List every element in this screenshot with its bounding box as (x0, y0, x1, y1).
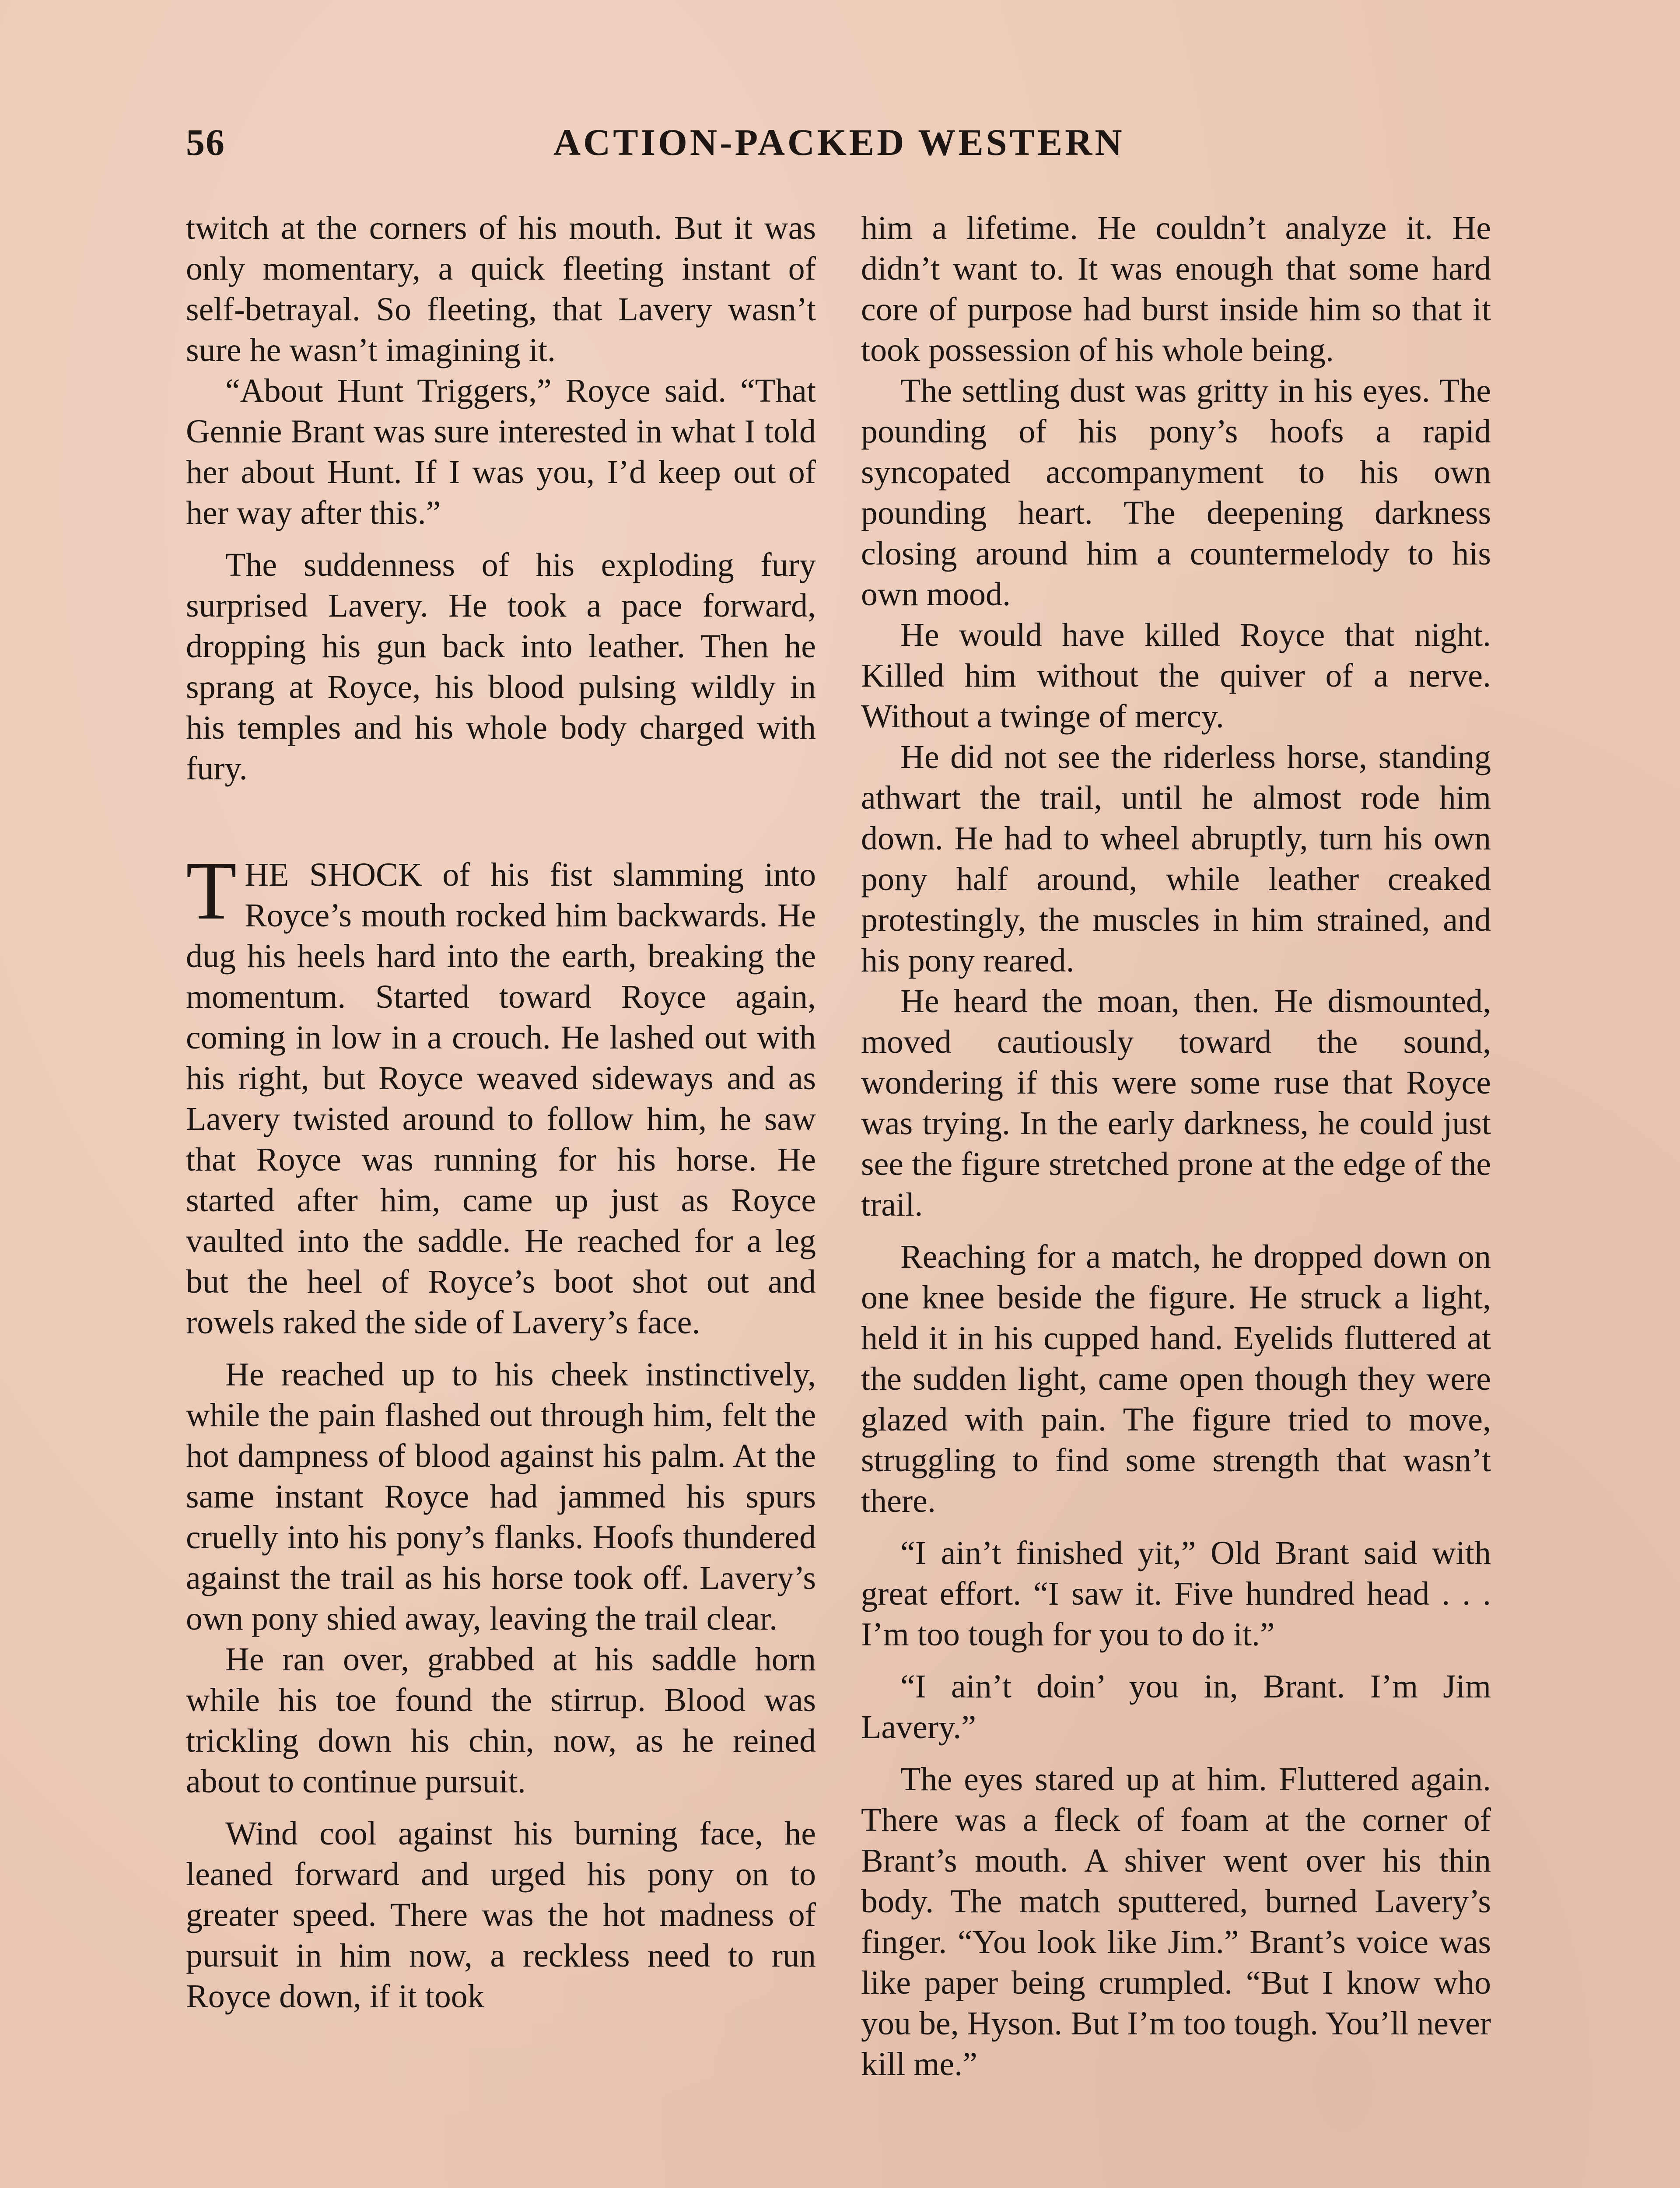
magazine-title: ACTION-PACKED WESTERN (553, 121, 1125, 163)
paragraph: He heard the moan, then. He dismounted, moved cautiously toward the sound, wondering if this were some ruse that Royce was trying. In the early darkness, he could just see the figure stretched prone at the edge of the trail. (861, 983, 1491, 1223)
paragraph: He reached up to his cheek instinctively, while the pain flashed out through him, felt the hot dampness of blood against his palm. At the same instant Royce had jammed his spurs cruelly into his pony’s flanks. Hoofs thundered against the trail as his horse took off. Lavery’s own pony shied away, leaving the trail clear. (186, 1356, 816, 1637)
page-number: 56 (186, 121, 225, 163)
paragraph: The eyes stared up at him. Fluttered again. There was a fleck of foam at the corner of Brant’s mouth. A shiver went over his thin body. The match sputtered, burned Lavery’s finger. “You look like Jim.” Brant’s voice was like paper being crumpled. “But I know who you be, Hyson. But I’m too tough. You’ll never kill me.” (861, 1761, 1491, 2083)
paragraph: Reaching for a match, he dropped down on one knee beside the figure. He struck a light, held it in his cupped hand. Eyelids fluttered at the sudden light, came open though they were glazed with pain. The figure tried to move, struggling to find some strength that wasn’t there. (861, 1238, 1491, 1519)
paragraph: The suddenness of his exploding fury surprised Lavery. He took a pace forward, dropping his gun back into leather. Then he sprang at Royce, his blood pulsing wildly in his temples and his whole body charged with fury. (186, 547, 816, 787)
paragraph: Wind cool against his burning face, he leaned forward and urged his pony on to greater speed. There was the hot madness of pursuit in him now, a reckless need to run Royce down, if it took (186, 1815, 816, 2015)
right-column (861, 208, 1491, 2085)
paragraph: “I ain’t finished yit,” Old Brant said with great effort. “I saw it. Five hundred head . . . I’m too tough for you to do it.” (861, 1535, 1491, 1653)
paragraph-text: HE SHOCK of his fist slamming into Royce’s mouth rocked him backwards. He dug his heels hard into the earth, breaking the momentum. Started toward Royce again, coming in low in a crouch. He lashed out with his right, but Royce weaved sideways and as Lavery twisted around to follow him, he saw that Royce was running for his horse. He started after him, came up just as Royce vaulted into the saddle. He reached for a leg but the heel of Royce’s boot shot out and rowels raked the side of Lavery’s face. (186, 856, 816, 1341)
section-opening-paragraph (186, 845, 816, 1343)
paragraph: He ran over, grabbed at his saddle horn while his toe found the stirrup. Blood was trickling down his chin, now, as he reined about to continue pursuit. (186, 1641, 816, 1800)
running-head (186, 120, 1498, 168)
paragraph: twitch at the corners of his mouth. But it was only momentary, a quick fleeting instant of self-betrayal. So fleeting, that Lavery wasn’t sure he wasn’t imagining it. (186, 210, 816, 368)
drop-cap: T (186, 845, 237, 937)
paragraph: The settling dust was gritty in his eyes. The pounding of his pony’s hoofs a rapid syncopated accompanyment to his own pounding heart. The deepening darkness closing around him a countermelody to his own mood. (861, 372, 1491, 613)
paragraph: “I ain’t doin’ you in, Brant. I’m Jim Lavery.” (861, 1668, 1491, 1746)
left-column (186, 208, 816, 2017)
paragraph: him a lifetime. He couldn’t analyze it. He didn’t want to. It was enough that some hard core of purpose had burst inside him so that it took possession of his whole being. (861, 210, 1491, 368)
paragraph: “About Hunt Triggers,” Royce said. “That Gennie Brant was sure interested in what I told her about Hunt. If I was you, I’d keep out of her way after this.” (186, 372, 816, 531)
paragraph: He did not see the riderless horse, standing athwart the trail, until he almost rode him down. He had to wheel abruptly, turn his own pony half around, while leather creaked protestingly, the muscles in him strained, and his pony reared. (861, 739, 1491, 979)
paragraph: He would have killed Royce that night. Killed him without the quiver of a nerve. Without a twinge of mercy. (861, 617, 1491, 735)
